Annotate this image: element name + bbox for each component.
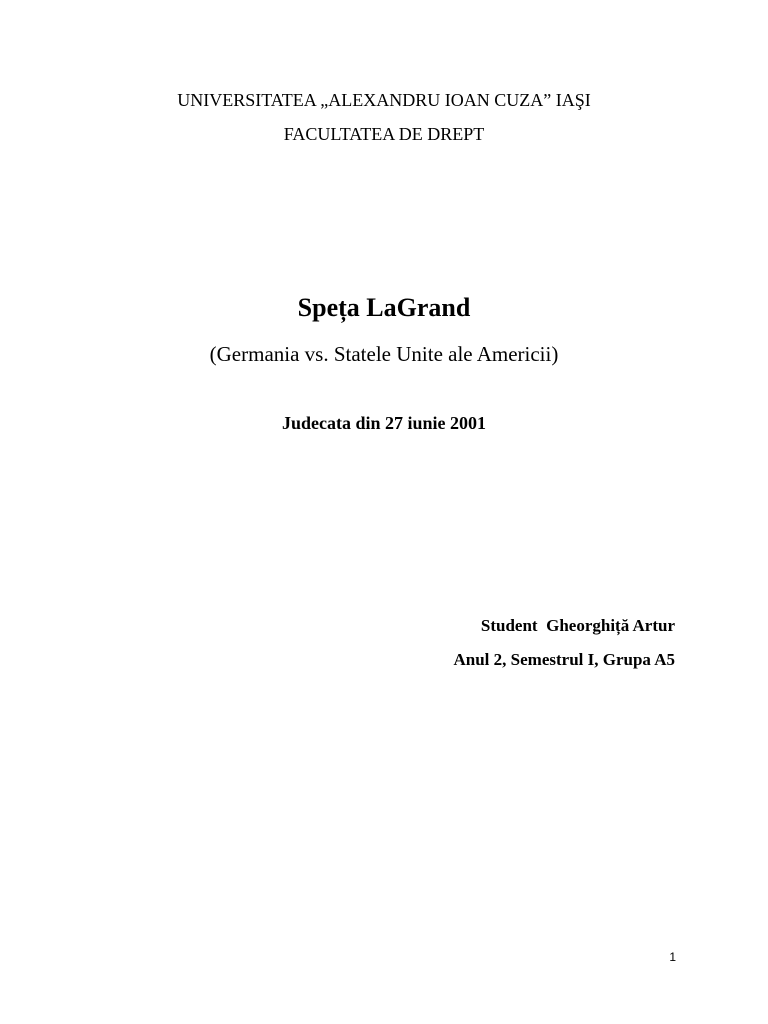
university-name: UNIVERSITATEA „ALEXANDRU IOAN CUZA” IAŞI: [177, 90, 591, 110]
document-title: Speța LaGrand: [297, 293, 471, 322]
student-name: Student Gheorghiță Artur: [480, 616, 675, 635]
document-subtitle: (Germania vs. Statele Unite ale Americii): [209, 342, 559, 366]
student-details: Anul 2, Semestrul I, Grupa A5: [453, 650, 675, 669]
judgment-date: Judecata din 27 iunie 2001: [281, 413, 487, 433]
faculty-name: FACULTATEA DE DREPT: [283, 124, 485, 144]
page-number: 1: [669, 950, 676, 964]
